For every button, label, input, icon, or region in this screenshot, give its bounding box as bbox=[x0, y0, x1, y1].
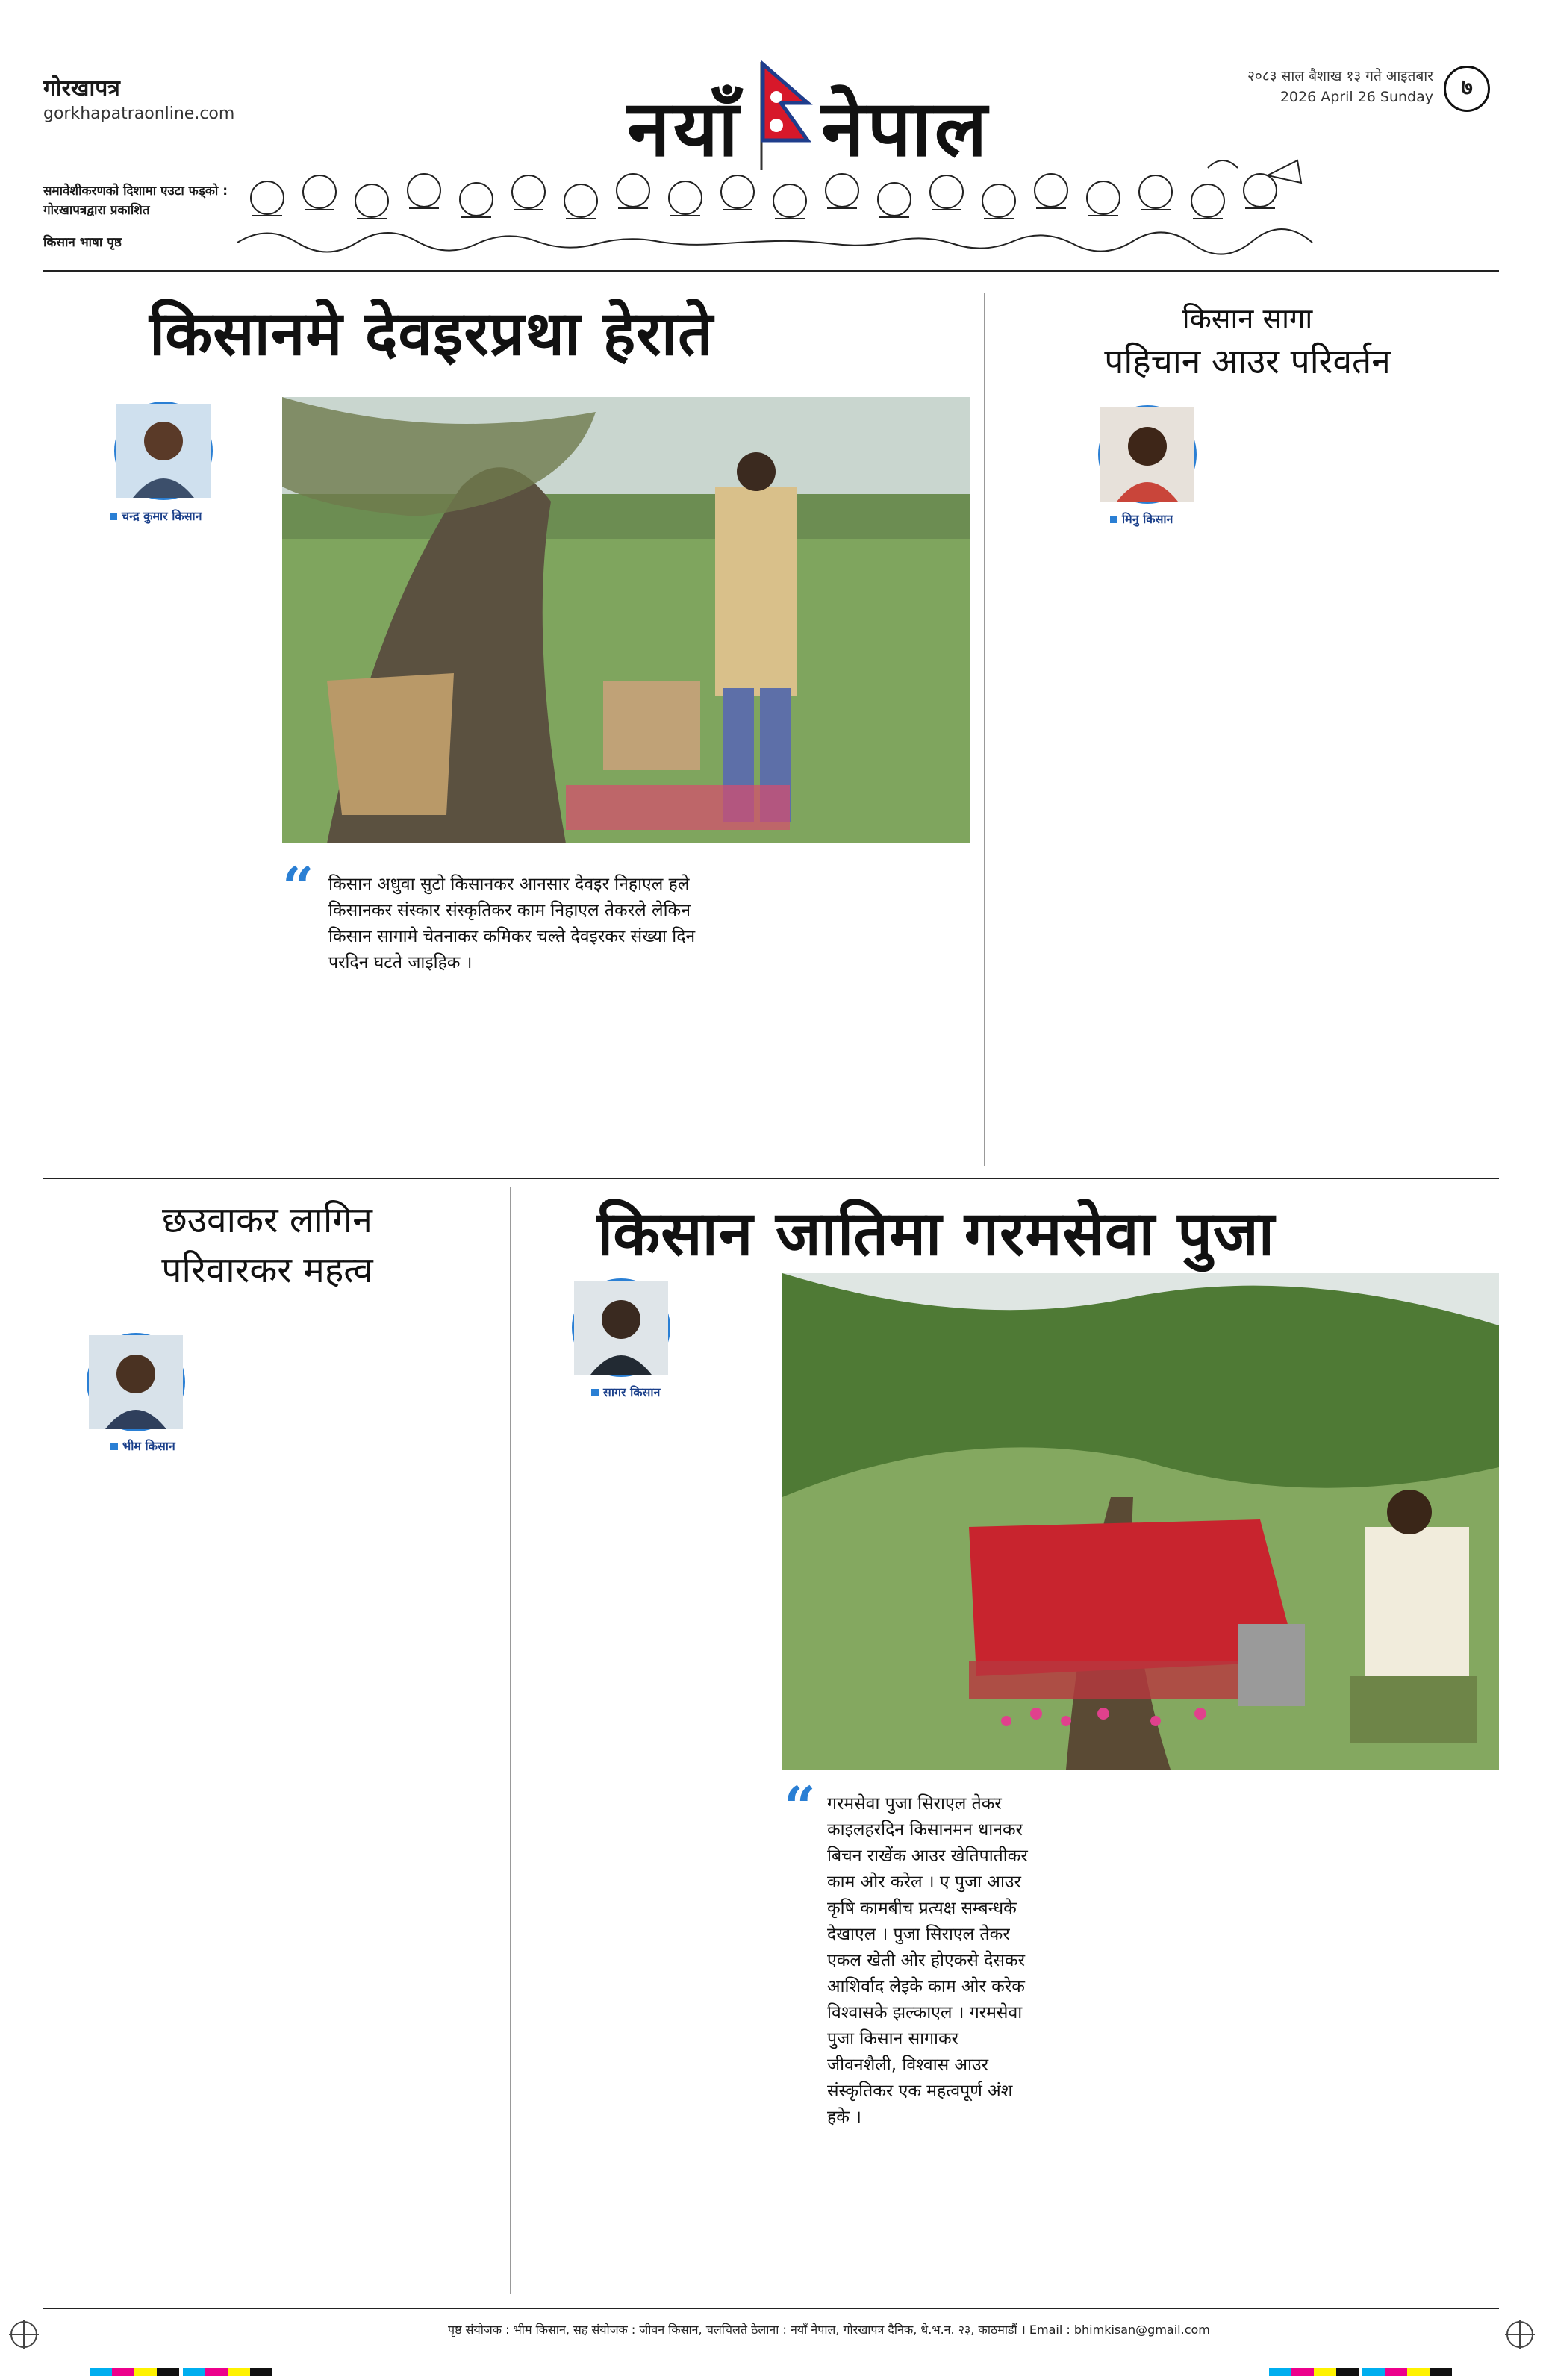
footer-credits: पृष्ठ संयोजक : भीम किसान, सह संयोजक : जीवन किसान, चलचिलते ठेलाना : नयाँ नेपाल, गोरखापत्र दैनिक, धे.भ.न. २३, काठमाडौं । Email : bhimkisan@gmail.com bbox=[448, 2323, 1210, 2337]
color-bar bbox=[90, 2364, 272, 2379]
garamsewa-column-1 bbox=[527, 1415, 769, 1864]
devaghar-ritual-photo bbox=[282, 397, 970, 843]
headline-devaghar: किसानमे देवइरप्रथा हेराते bbox=[149, 298, 714, 369]
footer-divider bbox=[43, 2308, 1499, 2309]
flag-shape bbox=[763, 64, 808, 140]
devaghar-column-3 bbox=[505, 855, 717, 1167]
garamsewa-column-4 bbox=[1039, 1781, 1267, 2296]
garamsewa-column-5 bbox=[1275, 1781, 1499, 2296]
avatar-chandra bbox=[114, 402, 213, 500]
devaghar-column-4 bbox=[729, 855, 961, 1167]
avatar-sagar bbox=[572, 1278, 670, 1377]
date-bs: २०८३ साल बैशाख १३ गते आइतबार bbox=[1247, 68, 1433, 84]
byline-devaghar: चन्द्र कुमार किसान bbox=[110, 507, 202, 524]
section-label: किसान भाषा पृष्ठ bbox=[43, 235, 122, 250]
devaghar-column-2 bbox=[282, 1058, 493, 1167]
pullquote-mark-icon: “ bbox=[784, 1775, 816, 1840]
masthead-title-left: नयाँ bbox=[627, 82, 741, 174]
headline-chhauwa-line1: छउवाकर लागिन bbox=[162, 1199, 372, 1241]
inclusion-note-line1: समावेशीकरणको दिशामा एउटा फड्को : bbox=[43, 184, 228, 199]
garamsewa-column-2 bbox=[527, 1869, 769, 2296]
paper-name: गोरखापत्र bbox=[43, 75, 120, 101]
paper-website[interactable]: gorkhapatraonline.com bbox=[43, 104, 235, 123]
section-divider bbox=[43, 1178, 1499, 1179]
avatar-bhim bbox=[87, 1333, 185, 1431]
pullquote-devaghar: किसान अधुवा सुटो किसानकर आनसार देवइर निहाएल हले किसानकर संस्कार संस्कृतिकर काम निहाएल तेकरले लेकिन किसान सागामे चेतनाकर कमिकर चल्ते देवइरकर संख्या दिन परदिन घटते जाइहिक । bbox=[328, 872, 717, 1045]
chhauwa-column-1 bbox=[43, 1472, 267, 2296]
byline-garamsewa: सागर किसान bbox=[591, 1384, 660, 1400]
headline-chhauwa-line2: परिवारकर महत्व bbox=[161, 1249, 373, 1291]
pullquote-garamsewa: गरमसेवा पुजा सिराएल तेकर काइलहरदिन किसानमन धानकर बिचन राखेंक आउर खेतिपातीकर काम ओर करेल । ए पुजा आउर कृषि कामबीच प्रत्यक्ष सम्बन्धके देखाएल । पुजा सिराएल तेकर एकल खेती ओर होएकसे देसकर आशिर्वाद लेइके काम ओर करेक विश्वासके झल्काएल । गरमसेवा पुजा किसान सागाकर जीवनशैली, विश्वास आउर संस्कृतिकर एक महत्वपूर्ण अंश हके । bbox=[827, 1794, 1028, 2127]
column-divider bbox=[984, 293, 985, 1166]
page-number: ७ bbox=[1444, 66, 1490, 112]
masthead-divider bbox=[43, 270, 1499, 272]
masthead-title-right: नेपाल bbox=[821, 82, 991, 174]
avatar-minu bbox=[1098, 405, 1197, 504]
kicker-pahichan: किसान सागा bbox=[1182, 302, 1313, 335]
garamsewa-ritual-photo bbox=[782, 1273, 1499, 1770]
registration-mark-icon bbox=[1506, 2321, 1533, 2348]
column-divider bbox=[510, 1187, 511, 2294]
inclusion-note-line2: गोरखापत्रद्वारा प्रकाशित bbox=[43, 203, 150, 218]
registration-mark-icon bbox=[10, 2321, 37, 2348]
devaghar-column-1 bbox=[43, 543, 271, 1167]
byline-pahichan: मिनु किसान bbox=[1110, 510, 1173, 527]
crowd-illustration bbox=[237, 153, 1312, 265]
headline-pahichan: पहिचान आउर परिवर्तन bbox=[1104, 341, 1391, 381]
chhauwa-column-2 bbox=[276, 1305, 496, 2296]
headline-garamsewa: किसान जातिमा गरमसेवा पुजा bbox=[597, 1198, 1276, 1269]
byline-chhauwa: भीम किसान bbox=[110, 1437, 175, 1454]
color-bar bbox=[1269, 2364, 1452, 2379]
pullquote-mark-icon: “ bbox=[282, 856, 314, 920]
pahichan-column-2 bbox=[1251, 403, 1498, 1166]
pahichan-column-1 bbox=[997, 541, 1243, 1166]
garamsewa-column-3 bbox=[782, 2096, 1032, 2296]
date-ad: 2026 April 26 Sunday bbox=[1279, 89, 1433, 105]
